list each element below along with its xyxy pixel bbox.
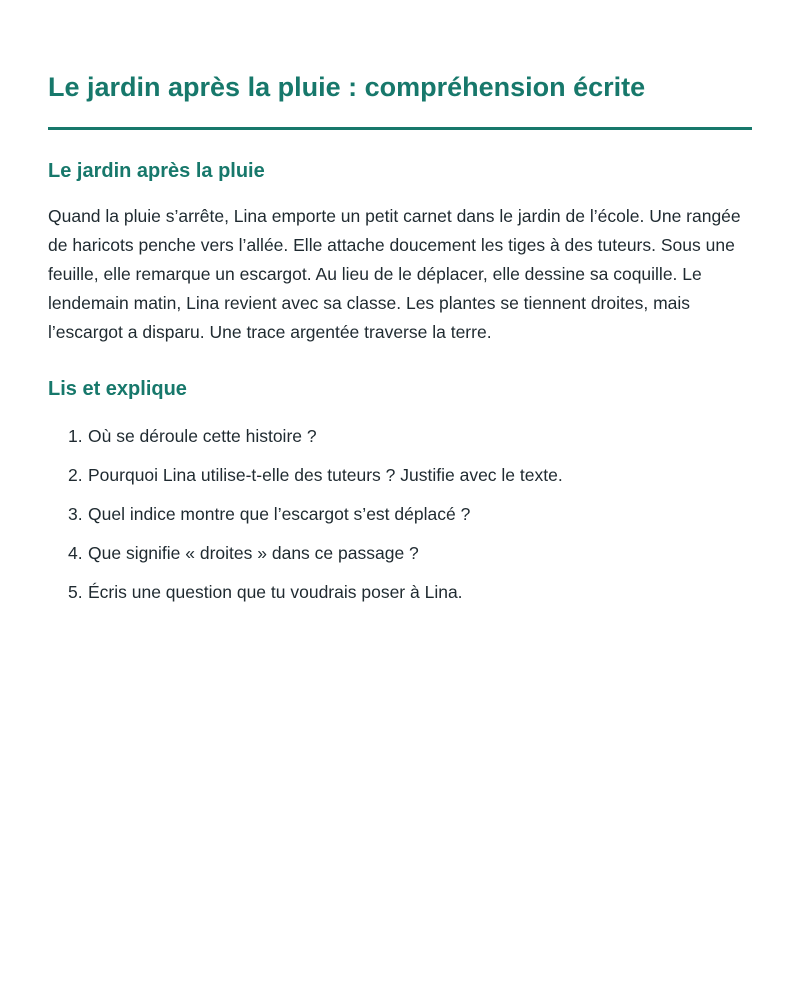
question-item <box>68 502 752 526</box>
question-text: Pourquoi Lina utilise-t-elle des tuteurs ? Justifie avec le texte. <box>88 465 563 485</box>
question-number: 3. <box>68 504 83 524</box>
question-item <box>68 463 752 487</box>
title-divider <box>48 127 752 130</box>
page-title: Le jardin après la pluie : compréhension écrite <box>48 72 646 102</box>
question-text: Que signifie « droites » dans ce passage ? <box>88 543 419 563</box>
questions-heading: Lis et explique <box>48 378 187 400</box>
question-text: Écris une question que tu voudrais poser à Lina. <box>88 582 463 602</box>
question-text: Quel indice montre que l’escargot s’est déplacé ? <box>88 504 471 524</box>
question-text: Où se déroule cette histoire ? <box>88 426 317 446</box>
question-number: 2. <box>68 465 83 485</box>
question-number: 5. <box>68 582 83 602</box>
question-number: 4. <box>68 543 83 563</box>
story-section <box>48 158 752 347</box>
story-text: Quand la pluie s’arrête, Lina emporte un petit carnet dans le jardin de l’école. Une rangée de haricots penche vers l’allée. Elle attache doucement les tiges à des tuteurs. Sous une feuille, elle remarque un escargot. Au lieu de le déplacer, elle dessine sa coquille. Le lendemain matin, Lina revient avec sa classe. Les plantes se tiennent droites, mais l’escargot a disparu. Une trace argentée traverse la terre. <box>48 206 741 342</box>
story-heading: Le jardin après la pluie <box>48 160 265 182</box>
questions-section <box>48 376 752 604</box>
question-number: 1. <box>68 426 83 446</box>
question-list <box>48 424 752 604</box>
question-item <box>68 424 752 448</box>
question-item <box>68 580 752 604</box>
question-item <box>68 541 752 565</box>
